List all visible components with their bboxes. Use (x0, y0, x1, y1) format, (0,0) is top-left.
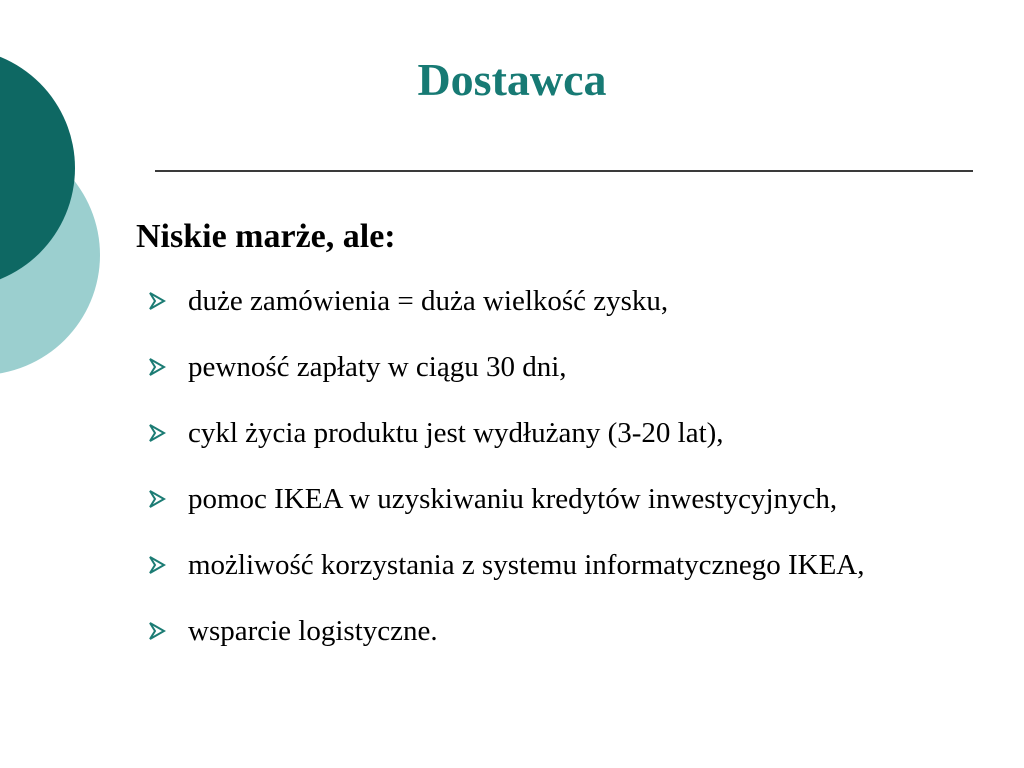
bullet-item (148, 540, 864, 606)
bullet-item (148, 342, 864, 408)
bullet-text: duże zamówienia = duża wielkość zysku, (188, 285, 669, 317)
bullet-list (148, 276, 864, 672)
bullet-item (148, 606, 864, 672)
bullet-text: wsparcie logistyczne. (188, 615, 438, 647)
arrowhead-outline-icon (148, 606, 188, 656)
bullet-text: pewność zapłaty w ciągu 30 dni, (188, 351, 567, 383)
arrowhead-outline-icon (148, 474, 188, 524)
bullet-item (148, 276, 864, 342)
slide-title: Dostawca (417, 54, 607, 105)
bullet-item (148, 408, 864, 474)
bullet-item (148, 474, 864, 540)
bullet-text: cykl życia produktu jest wydłużany (3-20 lat), (188, 417, 724, 449)
title-divider (155, 170, 973, 172)
arrowhead-outline-icon (148, 276, 188, 326)
arrowhead-outline-icon (148, 408, 188, 458)
bullet-text: możliwość korzystania z systemu informatycznego IKEA, (188, 549, 865, 581)
bullet-text: pomoc IKEA w uzyskiwaniu kredytów inwestycyjnych, (188, 483, 838, 515)
arrowhead-outline-icon (148, 540, 188, 590)
arrowhead-outline-icon (148, 342, 188, 392)
subheading: Niskie marże, ale: (136, 218, 396, 255)
